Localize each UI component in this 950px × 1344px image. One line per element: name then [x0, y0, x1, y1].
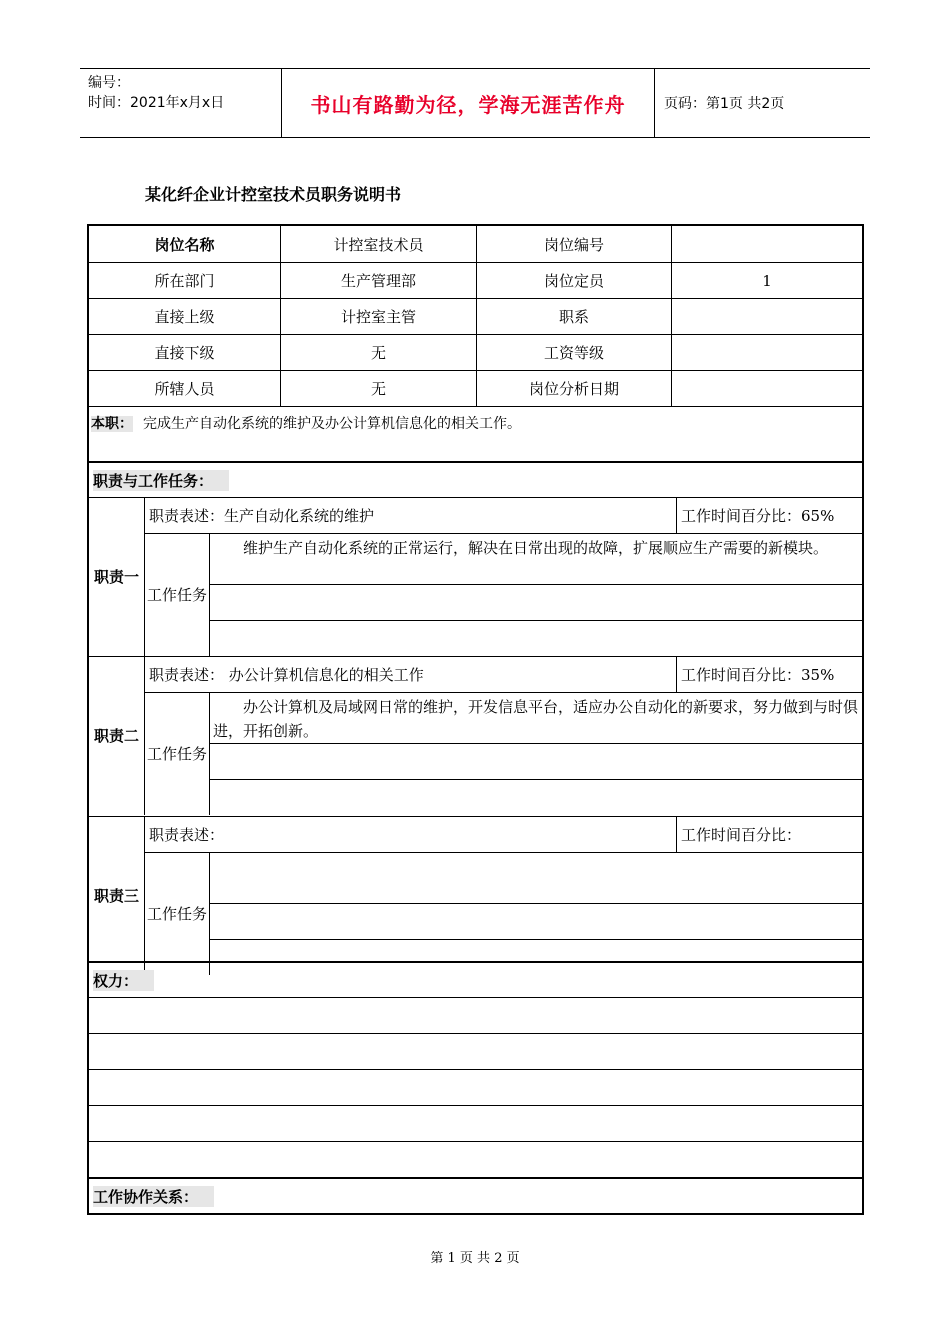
duty-time-percent: 工作时间百分比：	[676, 816, 862, 852]
duty-task-item	[209, 584, 862, 620]
info-key: 直接下级	[89, 334, 280, 370]
info-value	[671, 370, 862, 406]
info-key: 岗位定员	[476, 262, 671, 298]
duty-task-item	[209, 852, 862, 903]
power-line	[89, 1141, 862, 1177]
info-key: 职系	[476, 298, 671, 334]
number-label: 编号：	[88, 75, 130, 91]
info-value: 1	[671, 262, 862, 298]
duty-main-label: 本职：	[91, 416, 133, 432]
info-key: 工资等级	[476, 334, 671, 370]
duty-task-label: 工作 任务	[144, 692, 209, 815]
info-key: 岗位编号	[476, 226, 671, 262]
duty-number-label: 职 责 一	[89, 497, 144, 656]
info-key: 岗位名称	[154, 235, 215, 254]
info-value	[671, 298, 862, 334]
duty-task-item	[209, 903, 862, 939]
time-label: 时间：2021年x月x日	[88, 95, 225, 111]
power-label: 权力：	[93, 970, 154, 991]
header-meta	[88, 73, 283, 113]
job-description-table	[87, 224, 864, 1215]
duty-task-label: 工作 任务	[144, 533, 209, 656]
responsibilities-label: 职责与工作任务：	[93, 470, 229, 491]
info-key: 所在部门	[89, 262, 280, 298]
info-value: 无	[280, 370, 476, 406]
duty-task-item: 维护生产自动化系统的正常运行，解决在日常出现的故障，扩展顺应生产需要的新模块。	[209, 533, 862, 584]
duty-number-label: 职 责 二	[89, 656, 144, 815]
duty-number-label: 职 责 三	[89, 816, 144, 975]
duty-description: 职责表述：	[144, 816, 676, 852]
duty-main-text: 完成生产自动化系统的维护及办公计算机信息化的相关工作。	[143, 416, 521, 432]
info-value: 无	[280, 334, 476, 370]
info-key: 岗位分析日期	[476, 370, 671, 406]
power-header	[89, 961, 862, 997]
duty-task-item	[209, 743, 862, 779]
info-value: 计控室主管	[280, 298, 476, 334]
duty-task-item	[209, 620, 862, 656]
info-key: 所辖人员	[89, 370, 280, 406]
page-indicator: 页码：第1页 共2页	[664, 96, 785, 112]
power-line	[89, 997, 862, 1033]
collab-header	[89, 1177, 862, 1213]
power-line	[89, 1033, 862, 1069]
info-value	[671, 226, 862, 262]
header-motto: 书山有路勤为径，学海无涯苦作舟	[281, 69, 655, 137]
duty-time-percent: 工作时间百分比：35%	[676, 656, 862, 692]
duty-task-label: 工作 任务	[144, 852, 209, 975]
info-key: 直接上级	[89, 298, 280, 334]
duty-description: 职责表述：生产自动化系统的维护	[144, 497, 676, 533]
info-value: 计控室技术员	[280, 226, 476, 262]
duty-main-row	[89, 406, 862, 461]
duty-task-item	[209, 779, 862, 815]
power-line	[89, 1105, 862, 1141]
responsibilities-header	[89, 461, 862, 497]
duty-time-percent: 工作时间百分比：65%	[676, 497, 862, 533]
power-line	[89, 1069, 862, 1105]
info-value	[671, 334, 862, 370]
info-value: 生产管理部	[280, 262, 476, 298]
page-footer: 第 1 页 共 2 页	[430, 1251, 520, 1266]
duty-description: 职责表述： 办公计算机信息化的相关工作	[144, 656, 676, 692]
page-header	[80, 68, 870, 138]
collab-label: 工作协作关系：	[93, 1186, 214, 1207]
duty-task-item: 办公计算机及局域网日常的维护，开发信息平台，适应办公自动化的新要求，努力做到与时俱进，开拓创新。	[209, 692, 862, 743]
document-title: 某化纤企业计控室技术员职务说明书	[145, 185, 402, 204]
